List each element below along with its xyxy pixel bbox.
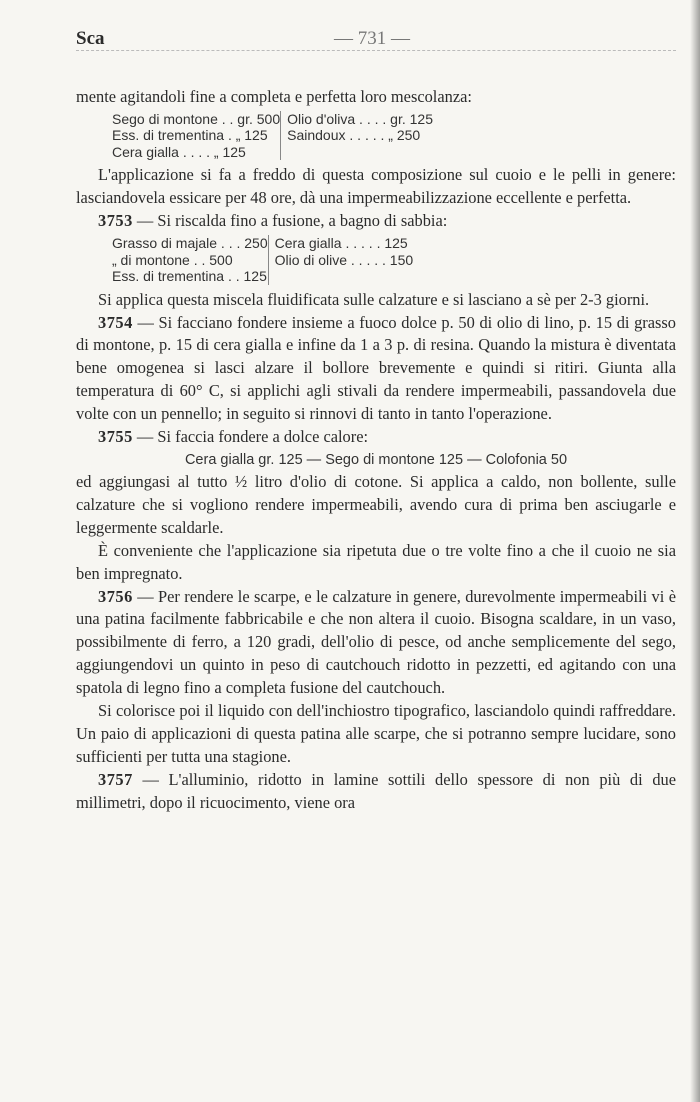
table-cell: Saindoux . . . . . „ 250 [281, 127, 433, 144]
paragraph-3753-usage: Si applica questa miscela fluidificata sulle calzature e si lasciano a sè per 2-3 giorni. [98, 289, 650, 309]
paragraph-3756-color: Si colorisce poi il liquido con dell'inchiostro tipografico, lasciandolo quindi raffreddare. Un paio di applicazioni di questa patina alle scarpe, che si potranno sempre lucidare, sono sufficienti per tutta una stagione. [76, 701, 676, 766]
recipe-text: — L'alluminio, ridotto in lamine sottili dello spessore di non più di due millimetri, dopo il ricuocimento, viene ora [76, 769, 676, 812]
recipe-number: 3754 [98, 312, 133, 332]
recipe-number: 3757 [98, 769, 133, 789]
section-title: Sca [76, 28, 105, 49]
running-head [76, 28, 676, 58]
paragraph-intro: mente agitandoli fine a completa e perfetta loro mescolanza: [76, 87, 472, 106]
page-number: — 731 — [334, 28, 410, 49]
table-cell: Grasso di majale . . . 250 [112, 235, 268, 252]
paragraph-application: L'applicazione si fa a freddo di questa composizione sul cuoio e le pelli in genere: lasciandovela essicare per 48 ore, dà una impermeabilizzazione eccellente e perfetta. [76, 165, 676, 208]
table-cell: Ess. di trementina . . 125 [112, 268, 267, 285]
table-cell [281, 144, 433, 161]
ingredient-table-2 [112, 235, 413, 285]
recipe-text: — Per rendere le scarpe, e le calzature in genere, durevolmente impermeabili vi è una patina facilmente fabbricabile e che non altera il cuoio. Bisogna scaldare, in un vaso, possibilmente di ferro, a 120 gradi, dell'olio di pesce, od anche semplicemente del sego, aggiungendovi un quinto in peso di cautchouch ridotto in pezzetti, ed agitando con una spatola di legno fino a completa fusione del cautchouch. [76, 586, 676, 698]
paragraph-3755-continuation: ed aggiungasi al tutto ½ litro d'olio di cotone. Si applica a caldo, non bollente, sulle calzature che si vogliono rendere impermeabili, avendo cura di prima ben asciugarle e leggermente scaldarle. [76, 471, 676, 537]
table-cell: Ess. di trementina . „ 125 [112, 127, 268, 144]
table-cell: Olio di olive . . . . . 150 [268, 252, 413, 269]
recipe-text: — Si faccia fondere a dolce calore: [132, 427, 369, 447]
table-cell: Olio d'oliva . . . . gr. 125 [281, 111, 433, 128]
page-edge-shadow [690, 0, 700, 1102]
table-cell [268, 268, 413, 285]
table-cell: „ di montone . . 500 [112, 251, 233, 268]
formula-3755: Cera gialla gr. 125 — Sego di montone 125 — Colofonia 50 [184, 451, 568, 468]
paragraph-3755-note: È conveniente che l'applicazione sia ripetuta due o tre volte fino a che il cuoio ne sia ben impregnato. [76, 540, 676, 583]
table-cell: Cera gialla . . . . . 125 [268, 235, 413, 252]
header-rule [76, 50, 676, 51]
recipe-text: — Si riscalda fino a fusione, a bagno di sabbia: [132, 211, 448, 231]
ingredient-table-1 [112, 111, 433, 161]
table-cell: Sego di montone . . gr. 500 [112, 110, 281, 127]
recipe-number: 3753 [98, 211, 133, 231]
recipe-3754 [76, 312, 676, 427]
table-row [112, 235, 413, 252]
recipe-3755 [76, 426, 676, 449]
table-row [112, 111, 433, 128]
table-cell: Cera gialla . . . . „ 125 [112, 143, 246, 160]
recipe-3757 [76, 769, 676, 815]
recipe-3756 [76, 586, 676, 701]
recipe-number: 3755 [98, 427, 133, 447]
page [76, 28, 676, 815]
table-row [112, 252, 413, 269]
table-row [112, 144, 433, 161]
recipe-number: 3756 [98, 586, 133, 606]
recipe-3753 [76, 210, 676, 233]
recipe-text: — Si facciano fondere insieme a fuoco dolce p. 50 di olio di lino, p. 15 di grasso di montone, p. 15 di cera gialla e infine da 1 a 3 p. di resina. Quando la mistura è diventata bene omogenea si lasci alzare il bollore brevemente e quindi si ritiri. Giunta alla temperatura di 60° C, si applichi agli stivali da rendere impermeabili, passandovela due volte con un pennello; in seguito si rinnovi di tanto in tanto l'operazione. [76, 312, 676, 424]
table-row [112, 268, 413, 285]
table-row [112, 127, 433, 144]
